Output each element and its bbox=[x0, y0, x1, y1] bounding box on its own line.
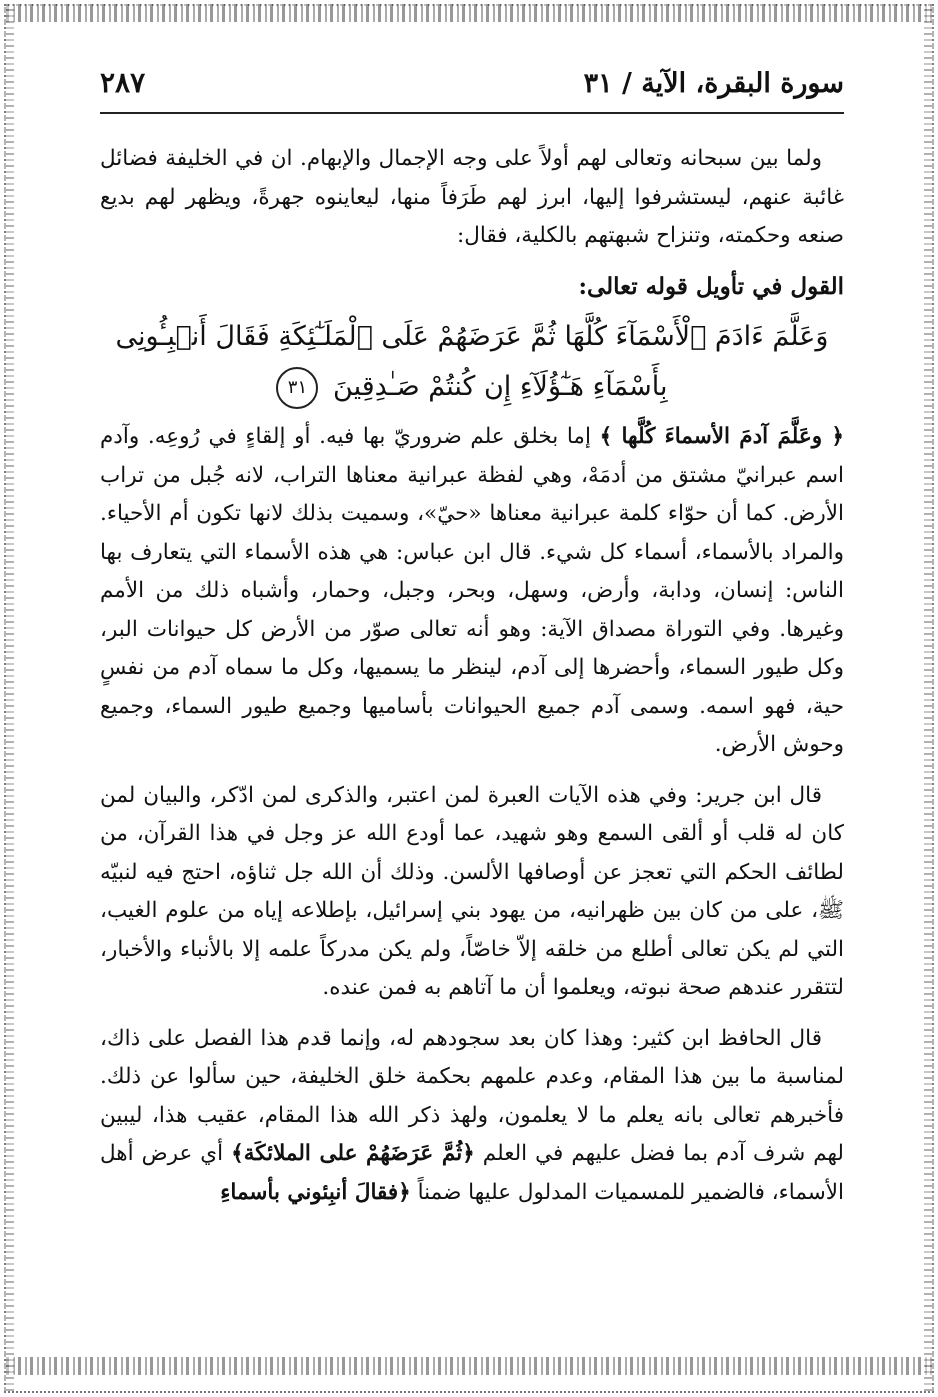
commentary-text: قال الحافظ ابن كثير: وهذا كان بعد سجودهم له، وإنما قدم هذا الفصل على ذاك، لمناسبة ما بين هذا المقام، وعدم علمهم بحكمة خلق الخليفة، حين سألوا عن ذلك. فأخبرهم تعالى بانه يعلم ما لا يعلمون، ولهذ ذكر الله هذا المقام، عقيب هذا، ليبين لهم شرف آدم بما فضل عليهم في العلم bbox=[100, 1025, 844, 1166]
ornamental-border-top bbox=[6, 4, 932, 22]
commentary-text: إما بخلق علم ضروريّ بها فيه. أو إلقاءٍ في رُوعِه. وآدم اسم عبرانيّ مشتق من أدمَهْ، وهي لفظة عبرانية معناها التراب، لانه جُبل من تراب الأرض. كما أن حوّاء كلمة عبرانية معناها «حيّ»، وسميت بذلك لانها تكون أم الأحياء. والمراد بالأسماء، أسماء كل شيء. قال ابن عباس: هي هذه الأسماء التي يتعارف بها الناس: إنسان، ودابة، وأرض، وسهل، وبحر، وجبل، وحمار، وأشباه ذلك من الأمم وغيرها. وفي التوراة مصداق الآية: وهو أنه تعالى صوّر من الأرض كل حيوانات البر، وكل طيور السماء، وأحضرها إلى آدم، لينظر ما يسميها، وكل ما سماه آدم من نفسٍ حية، فهو اسمه. وسمى آدم جميع الحيوانات بأساميها وجميع طيور السماء، وجميع وحوش الأرض. bbox=[100, 424, 844, 757]
quran-verse bbox=[100, 312, 844, 412]
section-heading: القول في تأويل قوله تعالى: bbox=[578, 272, 844, 300]
verse-number-marker: ٣١ bbox=[276, 367, 318, 409]
page-body bbox=[100, 140, 844, 1212]
quoted-verse: ﴿فقالَ أنبِئوني بأسماءِ bbox=[220, 1179, 411, 1205]
quoted-verse: ﴿ وعَلَّمَ آدمَ الأسماءَ كُلَّها ﴾ bbox=[599, 424, 844, 449]
book-page bbox=[100, 60, 844, 1360]
running-header bbox=[100, 60, 844, 114]
verse-text: وَعَلَّمَ ءَادَمَ ٱلْأَسْمَآءَ كُلَّهَا ثُمَّ عَرَضَهُمْ عَلَى ٱلْمَلَـٰٓئِكَةِ فَقَالَ أَنۢبِـُٔونِى بِأَسْمَآءِ هَـٰٓؤُلَآءِ إِن كُنتُمْ صَـٰدِقِينَ bbox=[115, 321, 829, 402]
quoted-verse: ﴿ثُمَّ عَرَضَهُمْ على الملائكَة﴾ bbox=[231, 1141, 475, 1166]
commentary-paragraph-3 bbox=[100, 1020, 844, 1213]
commentary-text: أي عرض أهل الأسماء، فالضمير للمسميات المدلول عليها ضمناً bbox=[100, 1141, 844, 1205]
commentary-paragraph-2: قال ابن جرير: وفي هذه الآيات العبرة لمن اعتبر، والذكرى لمن ادّكر، والبيان لمن كان له قلب أو ألقى السمع وهو شهيد، عما أودع الله عز وجل في هذا القرآن، من لطائف الحكم التي تعجز عن أوصافها الألسن. وذلك أن الله جل ثناؤه، احتج فيه لنبيّه ﷺ، على من كان بين ظهرانيه، من يهود بني إسرائيل، بإطلاعه إياه من علوم الغيب، التي لم يكن تعالى أطلع من خلقه إلاّ خاصّاً، ولم يكن مدركاً علمه إلا بالأنباء والأخبار، لتتقرر عندهم صحة نبوته، ويعلموا أن ما آتاهم به فمن عنده. bbox=[100, 782, 844, 1000]
page-number: ٢٨٧ bbox=[100, 66, 146, 99]
intro-paragraph: ولما بين سبحانه وتعالى لهم أولاً على وجه الإجمال والإبهام. ان في الخليفة فضائل غائبة عنهم، ليستشرفوا إليها، ابرز لهم طَرَفاً منها، ليعاينوه جهرةً، ويظهر لهم بديع صنعه وحكمته، وتنزاح شبهتهم بالكلية، فقال: bbox=[100, 146, 844, 248]
ornamental-border-left bbox=[4, 6, 14, 1391]
chapter-title: سورة البقرة، الآية / ٣١ bbox=[583, 68, 844, 99]
commentary-paragraph-1 bbox=[100, 418, 844, 765]
ornamental-border-right bbox=[924, 6, 934, 1391]
